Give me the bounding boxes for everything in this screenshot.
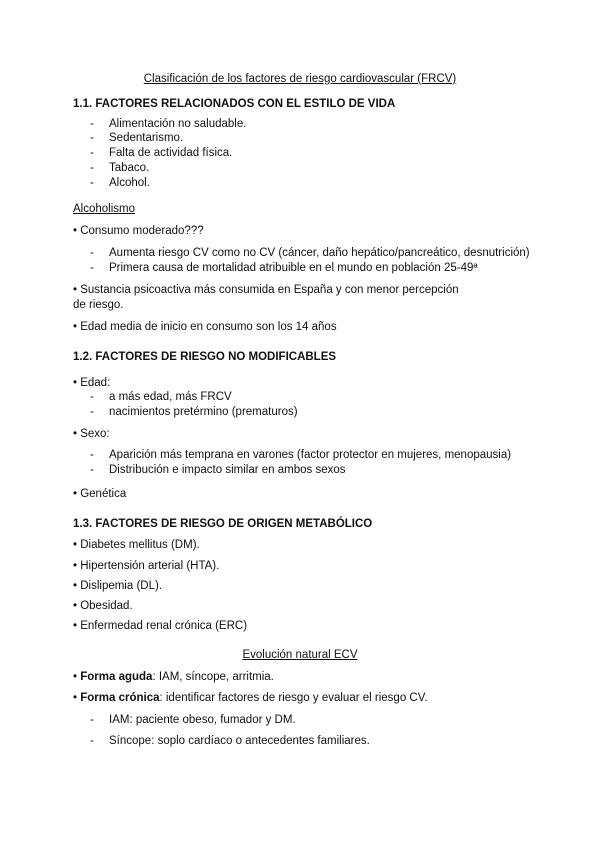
list-item — [90, 713, 296, 727]
list-item — [90, 390, 232, 404]
bullet-marker: • — [73, 671, 81, 683]
list-item-text: Falta de actividad física. — [109, 147, 233, 159]
bullet-item: • Obesidad. — [73, 600, 133, 612]
bold-label: Forma aguda — [80, 671, 153, 683]
section-heading-non-modifiable: 1.2. FACTORES DE RIESGO NO MODIFICABLES — [73, 351, 337, 363]
bullet-item: • Enfermedad renal crónica (ERC) — [73, 620, 248, 632]
bold-label: Forma crónica — [80, 692, 160, 704]
list-item — [90, 161, 149, 175]
bullet-item: • Sustancia psicoactiva más consumida en España y con menor percepción — [73, 284, 459, 296]
dash-marker: - — [90, 735, 94, 747]
bullet-item — [73, 691, 428, 705]
dash-marker: - — [90, 177, 94, 189]
bullet-item: • Hipertensión arterial (HTA). — [73, 560, 220, 572]
section-heading-lifestyle: 1.1. FACTORES RELACIONADOS CON EL ESTILO DE VIDA — [73, 98, 396, 110]
dash-marker: - — [90, 262, 94, 274]
dash-marker: - — [90, 132, 94, 144]
list-item-text: IAM: paciente obeso, fumador y DM. — [109, 714, 296, 726]
dash-marker: - — [90, 391, 94, 403]
bullet-item: • Dislipemia (DL). — [73, 580, 163, 592]
list-item — [90, 131, 183, 145]
list-item — [90, 448, 511, 462]
list-item — [90, 405, 298, 419]
list-item-text: Alimentación no saludable. — [109, 118, 247, 130]
list-item — [90, 734, 370, 748]
dash-marker: - — [90, 464, 94, 476]
dash-marker: - — [90, 247, 94, 259]
bullet-item: • Sexo: — [73, 428, 110, 440]
list-item — [90, 463, 345, 477]
bullet-item: • Diabetes mellitus (DM). — [73, 539, 200, 551]
bullet-item-continuation: de riesgo. — [73, 299, 124, 311]
dash-marker: - — [90, 147, 94, 159]
dash-marker: - — [90, 406, 94, 418]
bullet-marker: • — [73, 692, 81, 704]
bullet-item: • Consumo moderado??? — [73, 225, 204, 237]
list-item — [90, 261, 478, 275]
list-item-text: a más edad, más FRCV — [109, 391, 232, 403]
bullet-item-text: : identificar factores de riesgo y evaluar el riesgo CV. — [159, 692, 428, 704]
bullet-item — [73, 670, 274, 684]
list-item-text: Primera causa de mortalidad atribuible en el mundo en población 25-49ª — [109, 262, 478, 274]
page-title: Clasificación de los factores de riesgo cardiovascular (FRCV) — [143, 73, 457, 85]
dash-marker: - — [90, 162, 94, 174]
dash-marker: - — [90, 118, 94, 130]
bullet-item: • Edad media de inicio en consumo son los 14 años — [73, 321, 337, 333]
list-item — [90, 117, 246, 131]
dash-marker: - — [90, 449, 94, 461]
bullet-item: • Edad: — [73, 377, 111, 389]
list-item — [90, 146, 232, 160]
list-item-text: Tabaco. — [109, 162, 150, 174]
list-item-text: Sedentarismo. — [109, 132, 184, 144]
subtitle-natural-evolution: Evolución natural ECV — [242, 649, 358, 661]
bullet-item: • Genética — [73, 488, 127, 500]
list-item-text: Aumenta riesgo CV como no CV (cáncer, daño hepático/pancreático, desnutrición) — [109, 247, 530, 259]
subheading-alcoholism: Alcoholismo — [73, 203, 135, 215]
list-item-text: Aparición más temprana en varones (factor protector en mujeres, menopausia) — [109, 449, 512, 461]
bullet-item-text: : IAM, síncope, arritmia. — [152, 671, 274, 683]
list-item-text: Alcohol. — [109, 177, 150, 189]
list-item-text: Distribución e impacto similar en ambos sexos — [109, 464, 346, 476]
dash-marker: - — [90, 714, 94, 726]
list-item — [90, 246, 530, 260]
list-item — [90, 176, 150, 190]
section-heading-metabolic: 1.3. FACTORES DE RIESGO DE ORIGEN METABÓLICO — [73, 518, 373, 530]
list-item-text: nacimientos pretérmino (prematuros) — [109, 406, 298, 418]
list-item-text: Síncope: soplo cardíaco o antecedentes familiares. — [109, 735, 370, 747]
